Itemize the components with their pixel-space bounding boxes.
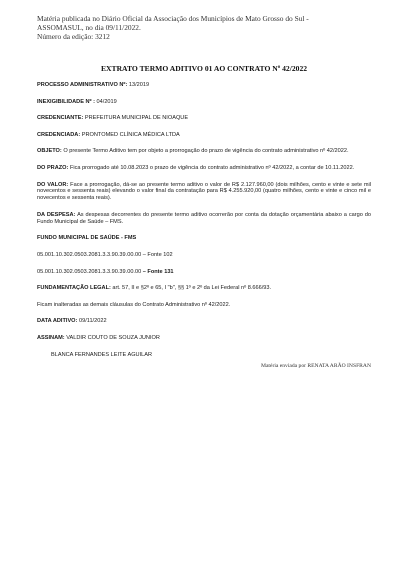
despesa-paragraph — [37, 212, 371, 226]
dotacao-1-paragraph — [37, 252, 371, 259]
assinam-paragraph — [37, 335, 371, 342]
credenciada-value: PRONTOMED CLÍNICA MÉDICA LTDA — [81, 131, 180, 138]
assinam-label: ASSINAM: — [37, 335, 65, 342]
data-value: 09/11/2022 — [78, 318, 107, 325]
processo-value: 13/2019 — [128, 82, 150, 88]
inexigibilidade-value: 04/2019 — [96, 98, 117, 105]
submission-footer: Matéria enviada por RENATA ARÃO INSFRAN — [260, 363, 371, 369]
credenciada-label: CREDENCIADA: — [37, 131, 81, 138]
valor-value: Face a prorrogação, dá-se ao presente termo aditivo o valor de R$ 2.127.960,00 (dois milhões, cento e vinte e sete mil novecentos e sessenta reais) elevando o valor final da contratação para R$ 4.255.920,00 (quatro milhões, cento e vinte e cinco mil e novecentos e sessenta reais). — [37, 181, 371, 202]
data-paragraph — [37, 318, 371, 325]
objeto-paragraph — [37, 148, 371, 155]
fundo-paragraph — [37, 235, 371, 242]
objeto-label: OBJETO: — [37, 148, 62, 155]
document-body — [37, 82, 371, 368]
dotacao-1: 05.001.10.302.0503.2081.3.3.90.39.00.00 – Fonte 102 — [37, 252, 173, 259]
valor-paragraph — [37, 182, 371, 203]
fundamentacao-paragraph — [37, 285, 371, 292]
signatario-2: BLANCA FERNANDES LEITE AGUILAR — [51, 351, 153, 358]
objeto-value: O presente Termo Aditivo tem por objeto a prorrogação do prazo de vigência do contrato administrativo nº 42/2022. — [63, 148, 349, 155]
ratificacao-text: Ficam inalteradas as demais cláusulas do Contrato Administrativo nº 42/2022. — [37, 301, 231, 308]
prazo-paragraph — [37, 165, 371, 172]
credenciante-label: CREDENCIANTE: — [37, 115, 84, 122]
credenciada-paragraph — [37, 132, 371, 139]
assinam-value: VALDIR COUTO DE SOUZA JUNIOR — [66, 335, 160, 342]
header-line-1: Matéria publicada no Diário Oficial da Associação dos Municípios de Mato Grosso do Sul - — [37, 14, 309, 23]
fundamentacao-value: art. 57, II e §2º e 65, I "b", §§ 1º e 2º da Lei Federal nº 8.666/93. — [112, 285, 272, 292]
processo-label: PROCESSO ADMINISTRATIVO Nº: — [37, 82, 128, 88]
ratificacao-paragraph — [37, 302, 371, 309]
fundamentacao-label: FUNDAMENTAÇÃO LEGAL: — [37, 285, 111, 292]
publication-header — [37, 14, 377, 41]
processo-paragraph — [37, 82, 371, 89]
inexigibilidade-paragraph — [37, 99, 371, 106]
credenciante-value: PREFEITURA MUNICIPAL DE NIOAQUE — [84, 115, 189, 122]
dotacao-2-code: 05.001.10.302.0503.2081.3.3.90.39.00.00 — [37, 268, 142, 275]
despesa-value: As despesas decorrentes do presente termo aditivo ocorrerão por conta da dotação orçamentária abaixo a cargo do Fundo Municipal de Saúde – FMS. — [37, 211, 371, 225]
despesa-label: DA DESPESA: — [37, 211, 76, 218]
header-line-3: Número da edição: 3212 — [37, 32, 110, 41]
prazo-value: Fica prorrogado até 10.08.2023 o prazo de vigência do contrato administrativo nº 42/2022, a contar de 10.11.2022. — [69, 164, 355, 171]
prazo-label: DO PRAZO: — [37, 164, 69, 171]
valor-label: DO VALOR: — [37, 181, 69, 188]
fundo-heading: FUNDO MUNICIPAL DE SAÚDE - FMS — [37, 235, 137, 242]
header-line-2: ASSOMASUL, no dia 09/11/2022. — [37, 23, 141, 32]
dotacao-2-fonte: – Fonte 131 — [142, 268, 174, 275]
inexigibilidade-label: INEXIGIBILIDADE Nº : — [37, 98, 95, 105]
document-title: EXTRATO TERMO ADITIVO 01 AO CONTRATO Nº 42/2022 — [100, 64, 308, 73]
data-label: DATA ADITIVO: — [37, 318, 78, 325]
credenciante-paragraph — [37, 115, 371, 122]
dotacao-2-paragraph — [37, 269, 371, 276]
signatario-2-paragraph — [51, 352, 371, 359]
